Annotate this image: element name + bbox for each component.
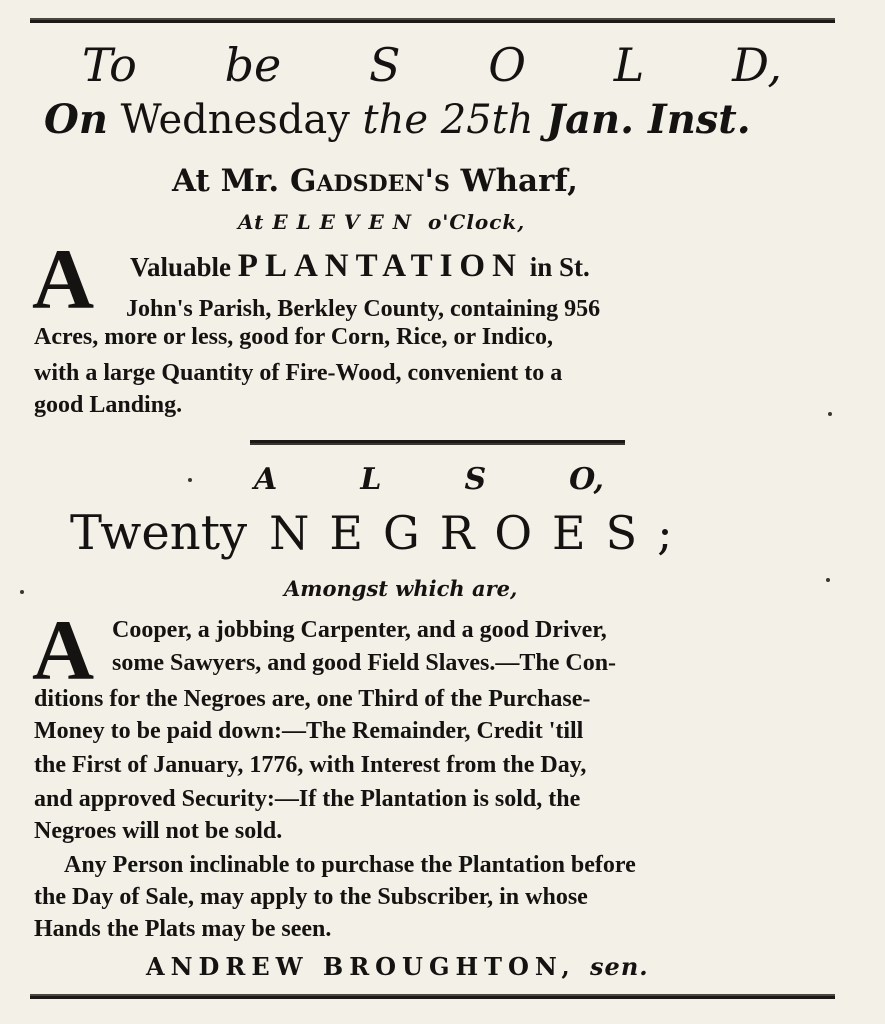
- negroes-caps: NEGROES;: [269, 506, 693, 560]
- sale-location-line: [172, 163, 578, 199]
- paragraph2-dropcap: A: [32, 602, 95, 698]
- bottom-divider-rule: [30, 996, 835, 999]
- headline-to-be-sold: [82, 38, 782, 92]
- paragraph1-plantation-caps: PLANTATION: [237, 248, 523, 284]
- paragraph1-line1-end: in St.: [529, 252, 590, 282]
- paragraph1-line3: Acres, more or less, good for Corn, Rice, or Indico,: [34, 324, 554, 350]
- headline-word: be: [224, 38, 282, 92]
- signature-name: ANDREW BROUGHTON,: [146, 952, 576, 981]
- headline-word: S: [369, 38, 401, 92]
- date-day: the 25th: [362, 97, 534, 143]
- paragraph2-line7: Negroes will not be sold.: [34, 818, 283, 844]
- paragraph1-line2: John's Parish, Berkley County, containing 956: [126, 296, 601, 322]
- paragraph2-line3: ditions for the Negroes are, one Third of the Purchase-: [34, 686, 591, 712]
- headline-word: To: [82, 38, 137, 92]
- paragraph1-line5: good Landing.: [34, 392, 183, 418]
- paragraph2-line2: some Sawyers, and good Field Slaves.—The Con-: [112, 650, 617, 676]
- also-letter: O,: [569, 462, 604, 497]
- paragraph1-line1-start: Valuable: [130, 252, 232, 282]
- amongst-subheading: Amongst which are,: [284, 576, 518, 601]
- paragraph3-line1: Any Person inclinable to purchase the Plantation before: [64, 852, 636, 878]
- time-hour: ELEVEN: [272, 210, 420, 234]
- location-name: Gadsden's: [290, 163, 450, 199]
- headline-word: L: [613, 38, 645, 92]
- paragraph2-line1: Cooper, a jobbing Carpenter, and a good Driver,: [112, 617, 607, 643]
- also-letter: L: [360, 462, 382, 497]
- top-divider-rule: [30, 20, 835, 23]
- headline-word: O: [488, 38, 527, 92]
- date-month: Jan. Inst.: [546, 96, 751, 143]
- sale-date-line: [44, 96, 751, 143]
- ink-speck: [20, 590, 24, 594]
- twenty-word: Twenty: [70, 505, 248, 561]
- location-prefix: At Mr.: [172, 163, 280, 199]
- twenty-negroes-heading: [70, 505, 693, 561]
- headline-word: D,: [732, 38, 782, 92]
- paragraph2-line6: and approved Security:—If the Plantation is sold, the: [34, 786, 581, 812]
- advertiser-signature: [146, 952, 649, 981]
- ink-speck: [826, 578, 830, 582]
- paragraph1-line1: [130, 248, 590, 285]
- date-weekday: Wednesday: [120, 97, 350, 143]
- paragraph1-dropcap: A: [32, 231, 95, 327]
- date-on: On: [44, 96, 108, 143]
- paragraph3-line3: Hands the Plats may be seen.: [34, 916, 332, 942]
- location-suffix: Wharf,: [460, 163, 578, 199]
- paragraph1-line4: with a large Quantity of Fire-Wood, convenient to a: [34, 360, 563, 386]
- time-suffix: o'Clock,: [427, 210, 526, 234]
- paragraph3-line2: the Day of Sale, may apply to the Subscriber, in whose: [34, 884, 588, 910]
- ink-speck: [828, 412, 832, 416]
- middle-divider-rule: [250, 440, 625, 443]
- also-letter: A: [254, 462, 278, 497]
- time-prefix: At: [238, 210, 265, 234]
- also-letter: S: [464, 462, 487, 497]
- ink-speck: [188, 478, 192, 482]
- sale-time-line: [238, 210, 525, 234]
- paragraph2-line5: the First of January, 1776, with Interest from the Day,: [34, 752, 587, 778]
- paragraph2-line4: Money to be paid down:—The Remainder, Credit 'till: [34, 718, 584, 744]
- signature-suffix: sen.: [590, 952, 649, 981]
- also-heading: [254, 462, 604, 497]
